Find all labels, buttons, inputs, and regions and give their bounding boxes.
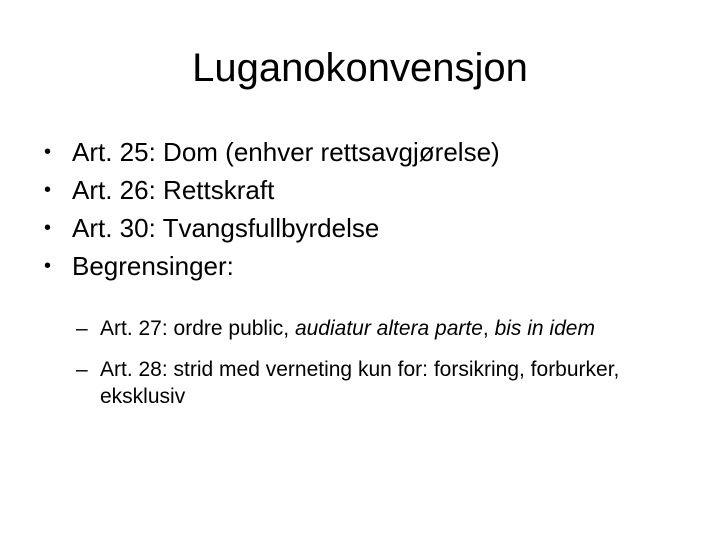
bullet-marker: •: [44, 141, 52, 163]
bullet-text: Art. 25: Dom (enhver rettsavgjørelse): [72, 137, 500, 167]
bullet-item: [44, 133, 694, 171]
subbullet-item: [76, 356, 686, 410]
bullet-marker: •: [44, 217, 52, 239]
bullet-item: [44, 209, 694, 247]
subbullet-text-italic: audiatur altera parte: [294, 317, 483, 340]
bullet-item: [44, 171, 694, 209]
bullet-list: [44, 133, 694, 285]
subbullet-text-italic: bis in idem: [494, 317, 595, 340]
bullet-item: [44, 247, 694, 285]
subbullet-text: Art. 28: strid med verneting kun for: forsikring, forburker, eksklusiv: [100, 358, 620, 408]
subbullet-marker: –: [76, 317, 88, 340]
bullet-marker: •: [44, 179, 52, 201]
bullet-marker: •: [44, 255, 52, 277]
bullet-text: Begrensinger:: [72, 251, 234, 281]
subbullet-item: [76, 315, 686, 342]
bullet-text: Art. 26: Rettskraft: [72, 175, 275, 205]
subbullet-marker: –: [76, 358, 88, 381]
subbullet-text-plain: ,: [482, 317, 495, 340]
bullet-text: Art. 30: Tvangsfullbyrdelse: [72, 213, 380, 243]
slide-title: Luganokonvensjon: [192, 46, 528, 90]
subbullet-list: [76, 315, 686, 424]
subbullet-text-plain: Art. 27: ordre public,: [100, 317, 295, 340]
